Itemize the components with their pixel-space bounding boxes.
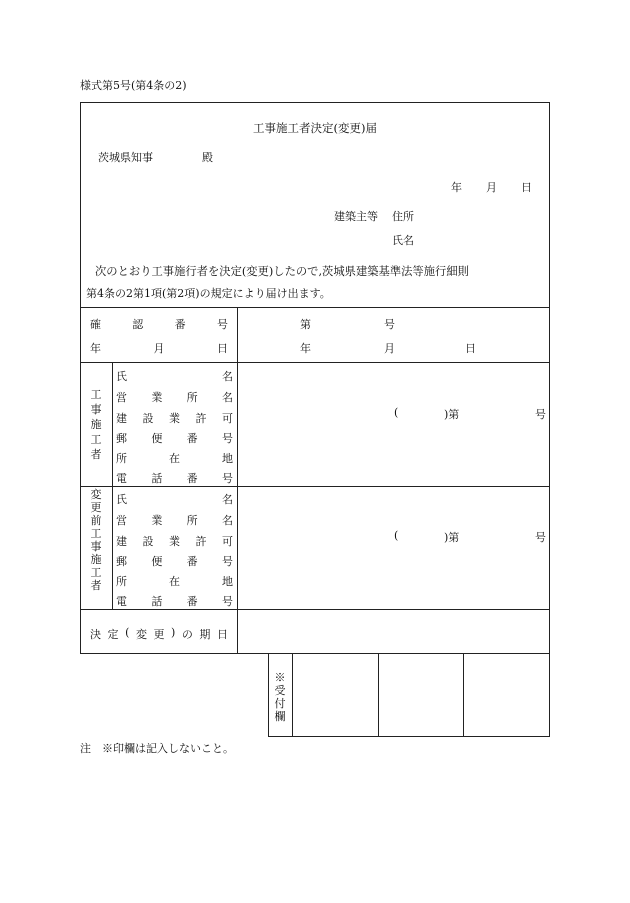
field-office: 営 業 所 名	[116, 391, 233, 404]
column-divider	[237, 307, 238, 653]
previous-contractor-label: 変更前工事施工者	[90, 488, 102, 592]
divider-previous	[80, 486, 550, 487]
confirmation-day: 日	[465, 342, 476, 355]
addressee: 茨城県知事	[98, 151, 153, 164]
previous-license-go: 号	[535, 531, 546, 544]
addressee-suffix: 殿	[202, 151, 213, 164]
date-year: 年	[451, 181, 462, 194]
decision-date-label: 決 定 ( 変 更 ) の 期 日	[90, 626, 228, 641]
border-right	[549, 102, 550, 736]
prev-field-postal: 郵 便 番 号	[116, 555, 233, 568]
divider-decision	[80, 609, 550, 610]
reception-col-3	[463, 653, 464, 736]
contractor-license-close: )第	[444, 408, 460, 421]
border-left	[80, 102, 81, 653]
contractor-license-open: (	[394, 406, 399, 419]
confirmation-date-label: 年 月 日	[90, 342, 228, 355]
form-title: 工事施工者決定(変更)届	[253, 121, 377, 135]
prev-field-phone: 電 話 番 号	[116, 595, 233, 608]
contractor-license-go: 号	[535, 408, 546, 421]
border-top	[80, 102, 550, 103]
prev-field-office: 営 業 所 名	[116, 514, 233, 527]
divider-confirmation	[80, 307, 550, 308]
confirmation-month: 月	[384, 342, 395, 355]
previous-license-close: )第	[444, 531, 460, 544]
reception-col-2	[378, 653, 379, 736]
reception-label: ※受付欄	[274, 671, 286, 723]
confirmation-label: 確 認 番 号	[90, 318, 228, 331]
confirmation-go: 号	[384, 318, 395, 331]
field-location: 所 在 地	[116, 452, 233, 465]
confirmation-dai: 第	[300, 318, 311, 331]
divider-contractor	[80, 362, 550, 363]
body-line-2: 第4条の2第1項(第2項)の規定により届け出ます。	[86, 287, 331, 300]
reception-left	[268, 653, 269, 736]
reception-bottom	[268, 736, 550, 737]
prev-field-location: 所 在 地	[116, 575, 233, 588]
form-reference: 様式第5号(第4条の2)	[80, 79, 187, 92]
name-label: 氏名	[392, 234, 414, 247]
confirmation-year: 年	[300, 342, 311, 355]
field-license: 建 設 業 許 可	[116, 412, 233, 425]
field-phone: 電 話 番 号	[116, 472, 233, 485]
date-day: 日	[521, 181, 532, 194]
contractor-label: 工事施工者	[90, 388, 102, 461]
date-month: 月	[486, 181, 497, 194]
applicant-label: 建築主等	[334, 210, 378, 223]
field-postal: 郵 便 番 号	[116, 432, 233, 445]
reception-label-divider	[292, 653, 293, 736]
border-bottom-main	[80, 653, 550, 654]
prev-field-license: 建 設 業 許 可	[116, 535, 233, 548]
prev-field-name: 氏 名	[116, 493, 233, 506]
field-name: 氏 名	[116, 370, 233, 383]
body-line-1: 次のとおり工事施行者を決定(変更)したので,茨城県建築基準法等施行細則	[95, 265, 469, 278]
label-column-divider	[112, 362, 113, 609]
footnote: 注 ※印欄は記入しないこと。	[80, 742, 234, 755]
previous-license-open: (	[394, 529, 399, 542]
address-label: 住所	[392, 210, 414, 223]
